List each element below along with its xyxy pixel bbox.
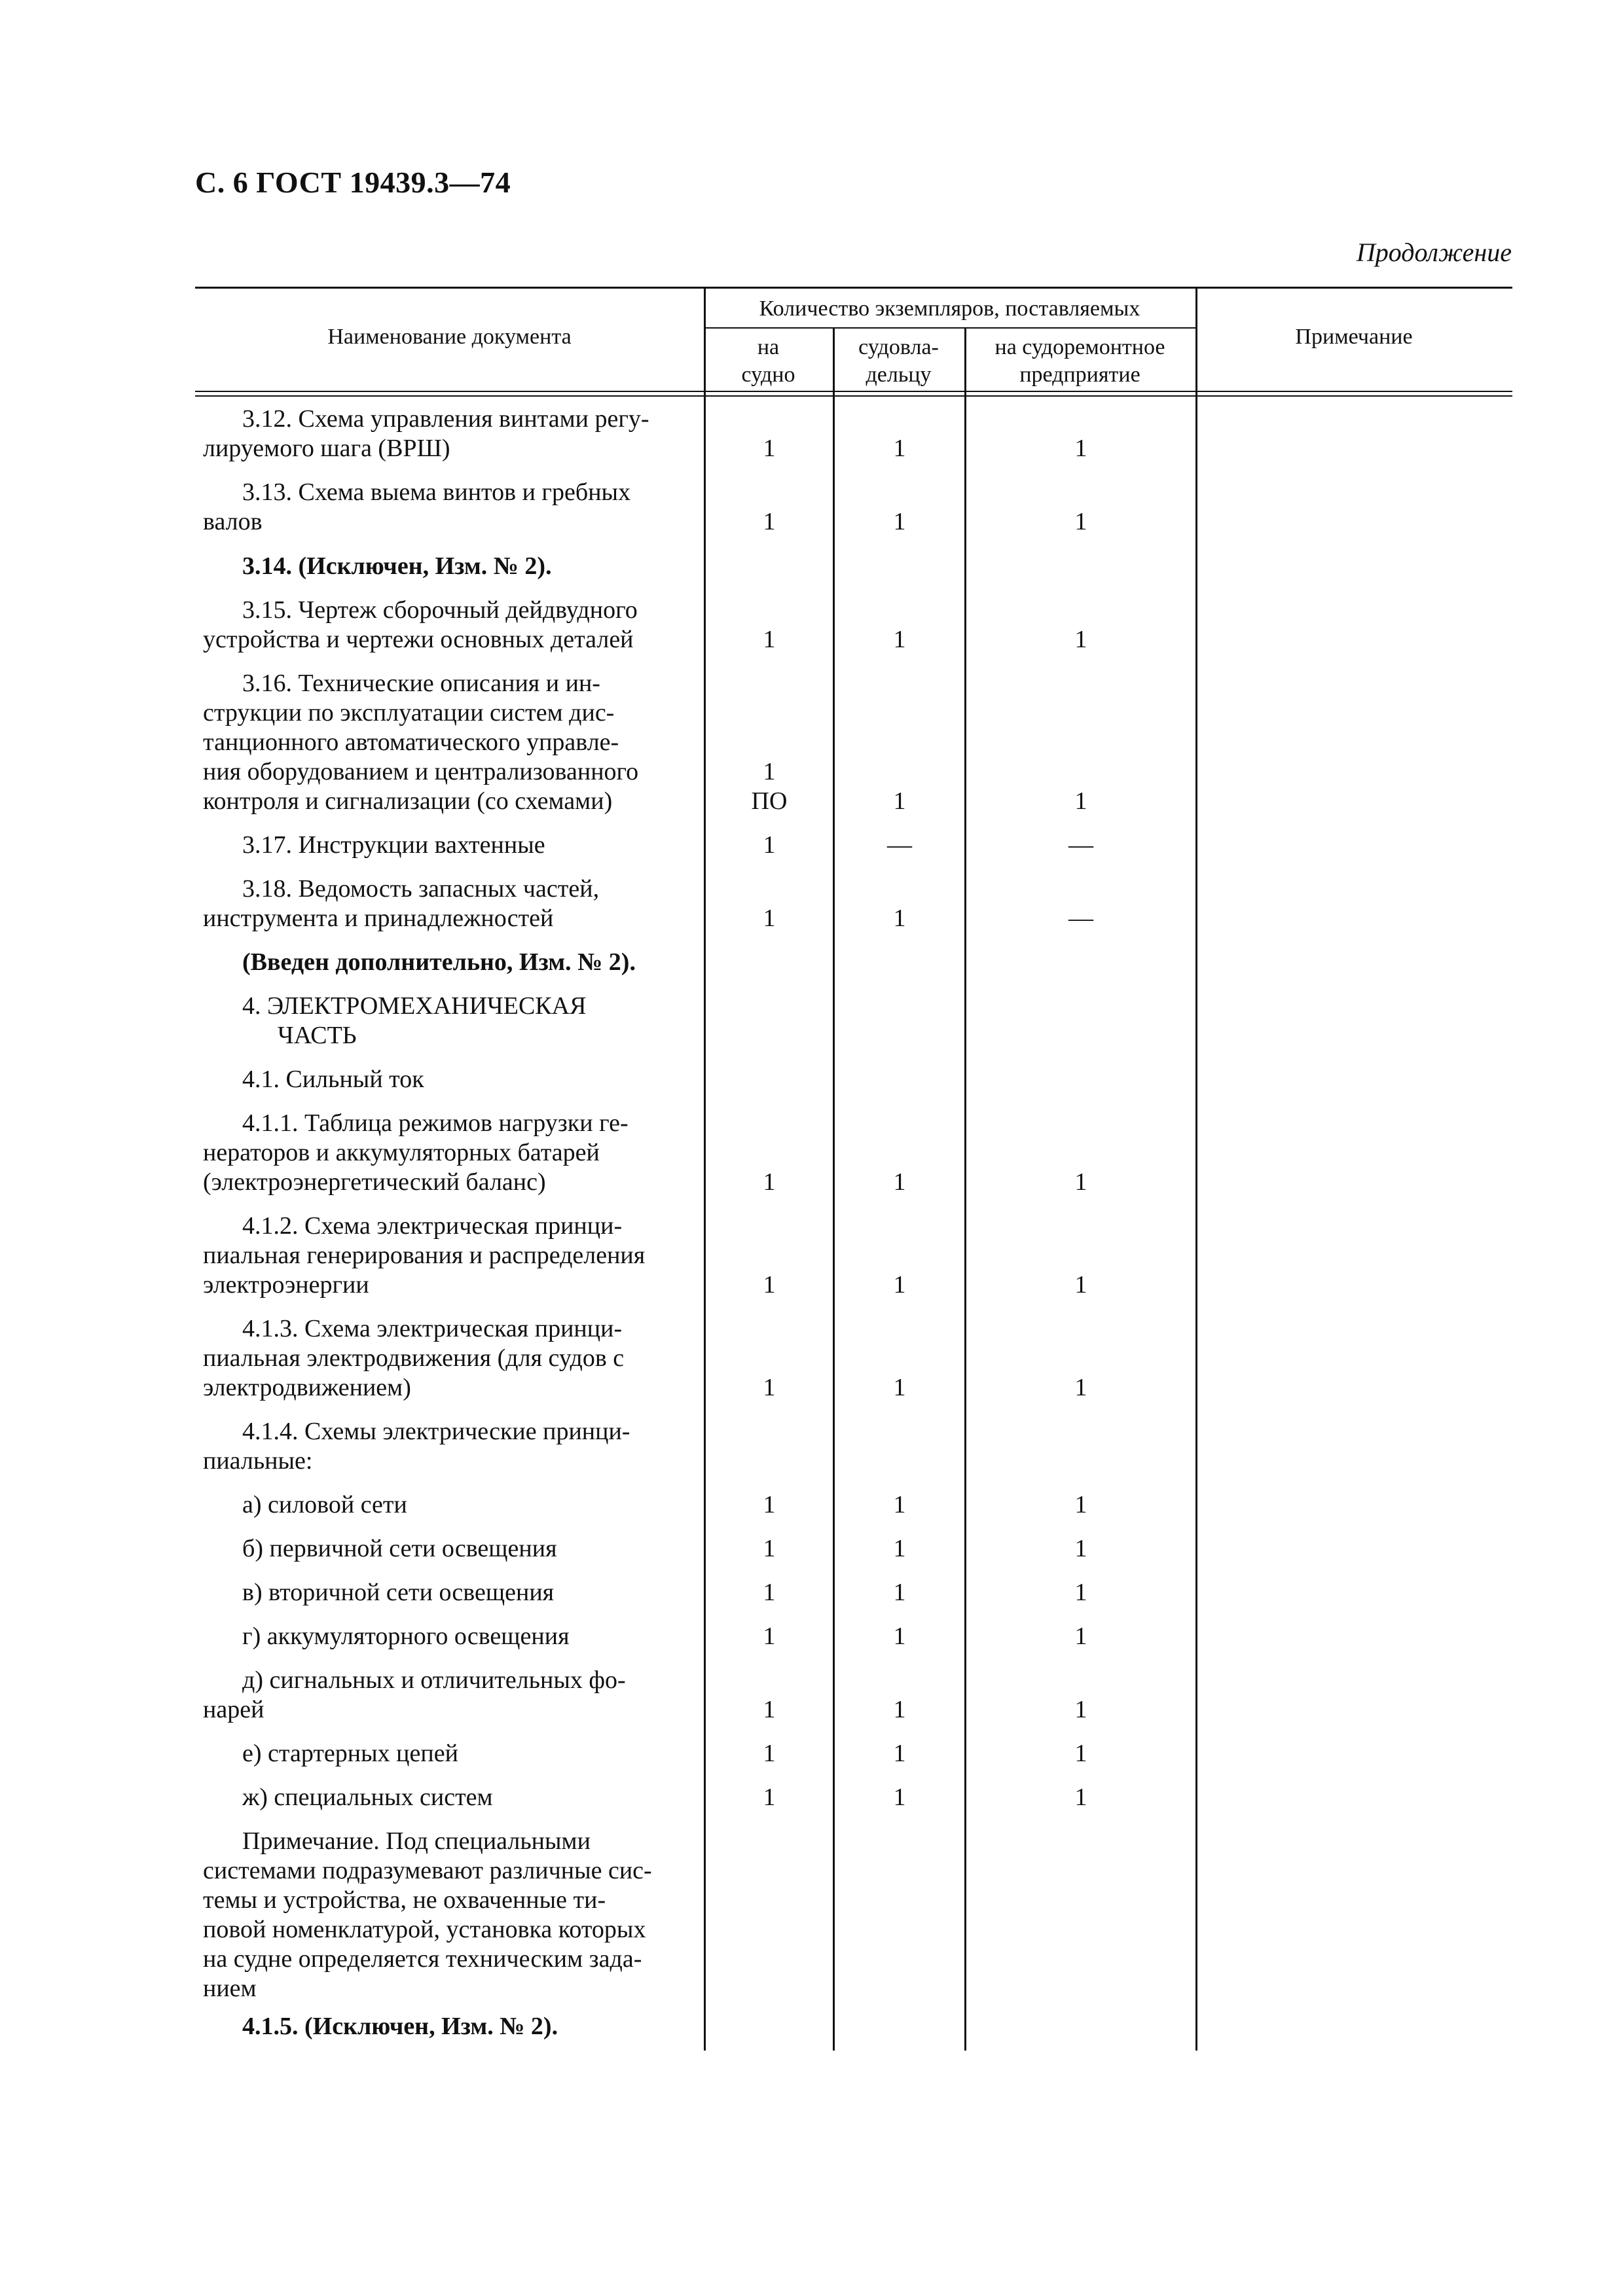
table-row bbox=[203, 1534, 703, 1564]
cell-owner: 1 bbox=[893, 1696, 906, 1723]
table-row bbox=[203, 1666, 703, 1725]
cell-owner: 1 bbox=[893, 1579, 906, 1606]
cell-repair: 1 bbox=[1074, 1535, 1087, 1562]
row-text-line: в) вторичной сети освещения bbox=[242, 1579, 555, 1606]
row-text-line: лируемого шага (ВРШ) bbox=[203, 435, 450, 462]
row-text-line: темы и устройства, не охваченные ти- bbox=[203, 1886, 606, 1914]
cell-ship: 1 bbox=[763, 1696, 776, 1723]
header-owner bbox=[833, 334, 964, 389]
cell-owner: 1 bbox=[893, 1168, 906, 1196]
cell-owner: 1 bbox=[893, 508, 906, 535]
row-text-line: 3.17. Инструкции вахтенные bbox=[242, 831, 545, 859]
row-text-line: пиальные: bbox=[203, 1447, 313, 1475]
row-text-line: струкции по эксплуатации систем дис- bbox=[203, 699, 615, 726]
cell-ship: ПО bbox=[751, 787, 788, 815]
row-text-line: (электроэнергетический баланс) bbox=[203, 1168, 546, 1196]
header-bottom-rule-2 bbox=[195, 395, 1512, 397]
cell-repair: 1 bbox=[1074, 1168, 1087, 1196]
header-bottom-rule-1 bbox=[195, 391, 1512, 392]
cell-owner: 1 bbox=[893, 1784, 906, 1811]
table-row bbox=[203, 1314, 703, 1403]
cell-owner: 1 bbox=[893, 626, 906, 653]
row-text-line: а) силовой сети bbox=[242, 1491, 407, 1518]
row-text-line: 4.1.5. (Исключен, Изм. № 2). bbox=[242, 2013, 558, 2040]
table-row bbox=[203, 1622, 703, 1651]
table-row bbox=[203, 1417, 703, 1476]
header-ship bbox=[704, 334, 833, 389]
cell-owner: 1 bbox=[893, 1535, 906, 1562]
cell-repair: 1 bbox=[1074, 508, 1087, 535]
table-row bbox=[203, 874, 703, 933]
cell-repair: 1 bbox=[1074, 1696, 1087, 1723]
row-text-line: д) сигнальных и отличительных фо- bbox=[242, 1666, 626, 1694]
row-text-line: нием bbox=[203, 1975, 257, 2002]
row-text-line: 4.1. Сильный ток bbox=[242, 1066, 424, 1093]
table-row bbox=[203, 992, 703, 1050]
cell-ship: 1 bbox=[763, 758, 776, 785]
cell-repair: 1 bbox=[1074, 1491, 1087, 1518]
table-row bbox=[203, 596, 703, 655]
cell-ship: 1 bbox=[763, 1623, 776, 1650]
row-text-line: электродвижением) bbox=[203, 1374, 411, 1401]
table-row bbox=[203, 478, 703, 537]
row-text-line: 3.13. Схема выема винтов и гребных bbox=[242, 478, 631, 506]
cell-owner: 1 bbox=[893, 1271, 906, 1299]
cell-owner: 1 bbox=[893, 1740, 906, 1767]
cell-repair: 1 bbox=[1074, 435, 1087, 462]
row-text-line: 3.12. Схема управления винтами регу- bbox=[242, 405, 649, 433]
row-text-line: 3.18. Ведомость запасных частей, bbox=[242, 875, 600, 903]
header-owner-line: дельцу bbox=[866, 363, 932, 387]
header-note: Примечание bbox=[1295, 325, 1413, 349]
row-text-line: устройства и чертежи основных деталей bbox=[203, 626, 634, 653]
row-text-line: нарей bbox=[203, 1696, 264, 1723]
row-text-line: 4. ЭЛЕКТРОМЕХАНИЧЕСКАЯ bbox=[242, 992, 587, 1020]
cell-repair: 1 bbox=[1074, 1740, 1087, 1767]
row-text-line: ЧАСТЬ bbox=[278, 1022, 357, 1049]
row-text-line: е) стартерных цепей bbox=[242, 1740, 458, 1767]
cell-repair: — bbox=[1068, 831, 1093, 859]
table-row bbox=[203, 552, 703, 581]
row-text-line: на судне определяется техническим зада- bbox=[203, 1945, 642, 1973]
header-owner-line: судовла- bbox=[858, 335, 939, 359]
cell-repair: 1 bbox=[1074, 1374, 1087, 1401]
cell-ship: 1 bbox=[763, 626, 776, 653]
table-top-rule bbox=[195, 287, 1512, 289]
header-name: Наименование документа bbox=[327, 325, 572, 349]
row-text-line: ния оборудованием и централизованного bbox=[203, 758, 639, 785]
cell-owner: — bbox=[887, 831, 912, 859]
table-row bbox=[203, 1490, 703, 1520]
cell-owner: 1 bbox=[893, 905, 906, 932]
row-text-line: Примечание. Под специальными bbox=[242, 1827, 591, 1855]
row-text-line: г) аккумуляторного освещения bbox=[242, 1623, 570, 1650]
cell-ship: 1 bbox=[763, 1740, 776, 1767]
cell-owner: 1 bbox=[893, 435, 906, 462]
table-row bbox=[203, 1578, 703, 1607]
cell-owner: 1 bbox=[893, 1491, 906, 1518]
cell-ship: 1 bbox=[763, 1168, 776, 1196]
cell-ship: 1 bbox=[763, 508, 776, 535]
continuation-label: Продолжение bbox=[1356, 238, 1512, 267]
row-text-line: 4.1.3. Схема электрическая принци- bbox=[242, 1315, 623, 1342]
cell-repair: 1 bbox=[1074, 787, 1087, 815]
cell-repair: 1 bbox=[1074, 1271, 1087, 1299]
row-text-line: электроэнергии bbox=[203, 1271, 369, 1299]
cell-repair: 1 bbox=[1074, 1784, 1087, 1811]
cell-ship: 1 bbox=[763, 435, 776, 462]
cell-owner: 1 bbox=[893, 787, 906, 815]
page-header: С. 6 ГОСТ 19439.3—74 bbox=[195, 166, 511, 199]
cell-repair: — bbox=[1068, 905, 1093, 932]
row-text-line: (Введен дополнительно, Изм. № 2). bbox=[242, 948, 636, 976]
header-repair bbox=[964, 334, 1195, 389]
row-text-line: валов bbox=[203, 508, 263, 535]
subheader-rule bbox=[704, 327, 1195, 329]
table-row bbox=[203, 948, 703, 977]
cell-ship: 1 bbox=[763, 831, 776, 859]
cell-repair: 1 bbox=[1074, 626, 1087, 653]
cell-repair: 1 bbox=[1074, 1579, 1087, 1606]
header-ship-line: судно bbox=[741, 363, 795, 387]
table-row bbox=[203, 404, 703, 463]
cell-owner: 1 bbox=[893, 1623, 906, 1650]
cell-ship: 1 bbox=[763, 1579, 776, 1606]
row-text-line: повой номенклатурой, установка которых bbox=[203, 1916, 646, 1943]
row-text-line: 4.1.1. Таблица режимов нагрузки ге- bbox=[242, 1109, 629, 1137]
table-row bbox=[203, 1827, 703, 2003]
row-text-line: 3.14. (Исключен, Изм. № 2). bbox=[242, 552, 552, 580]
row-text-line: инструмента и принадлежностей bbox=[203, 905, 554, 932]
header-ship-line: на bbox=[757, 335, 780, 359]
header-group: Количество экземпляров, поставляемых bbox=[759, 296, 1140, 321]
cell-owner: 1 bbox=[893, 1374, 906, 1401]
row-text-line: танционного автоматического управле- bbox=[203, 728, 619, 756]
row-text-line: б) первичной сети освещения bbox=[242, 1535, 557, 1562]
row-text-line: ж) специальных систем bbox=[242, 1784, 493, 1811]
row-text-line: 4.1.2. Схема электрическая принци- bbox=[242, 1212, 623, 1240]
table-row bbox=[203, 1783, 703, 1812]
cell-repair: 1 bbox=[1074, 1623, 1087, 1650]
row-text-line: пиальная электродвижения (для судов с bbox=[203, 1344, 625, 1372]
cell-ship: 1 bbox=[763, 1535, 776, 1562]
row-text-line: пиальная генерирования и распределения bbox=[203, 1242, 646, 1269]
cell-ship: 1 bbox=[763, 905, 776, 932]
table-row bbox=[203, 1211, 703, 1300]
table-row bbox=[203, 1065, 703, 1094]
table-row bbox=[203, 831, 703, 860]
table-row bbox=[203, 669, 703, 816]
row-text-line: нераторов и аккумуляторных батарей bbox=[203, 1139, 600, 1166]
cell-ship: 1 bbox=[763, 1491, 776, 1518]
col-divider-repair bbox=[1195, 287, 1197, 2051]
cell-ship: 1 bbox=[763, 1374, 776, 1401]
row-text-line: 3.16. Технические описания и ин- bbox=[242, 670, 600, 697]
header-repair-line: на судоремонтное bbox=[994, 335, 1165, 359]
row-text-line: контроля и сигнализации (со схемами) bbox=[203, 787, 613, 815]
row-text-line: системами подразумевают различные сис- bbox=[203, 1857, 652, 1884]
row-text-line: 4.1.4. Схемы электрические принци- bbox=[242, 1418, 630, 1445]
header-repair-line: предприятие bbox=[1019, 363, 1140, 387]
table-row bbox=[203, 1109, 703, 1197]
cell-ship: 1 bbox=[763, 1784, 776, 1811]
row-text-line: 3.15. Чертеж сборочный дейдвудного bbox=[242, 596, 638, 624]
table-row bbox=[203, 2012, 703, 2041]
table-row bbox=[203, 1739, 703, 1768]
cell-ship: 1 bbox=[763, 1271, 776, 1299]
